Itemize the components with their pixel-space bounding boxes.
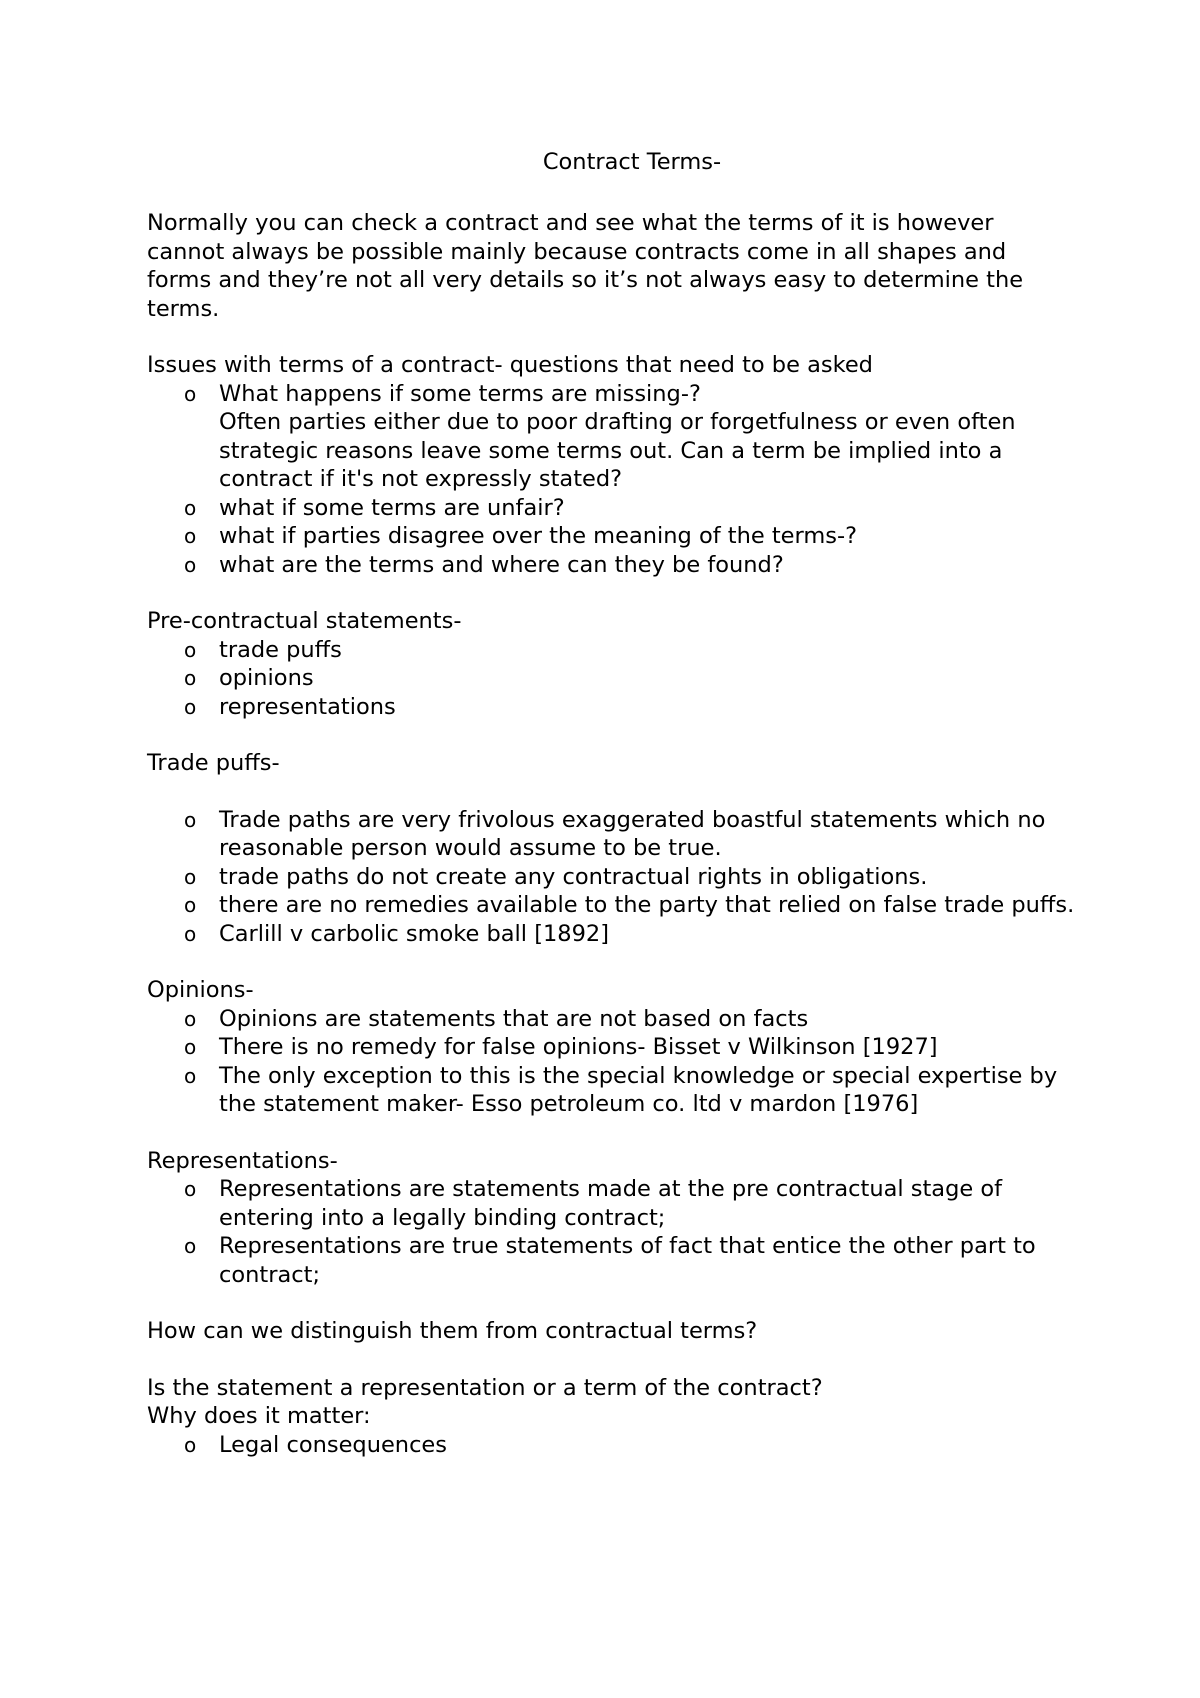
bullet-marker: o xyxy=(184,1006,197,1031)
spacer xyxy=(147,721,1077,749)
spacer xyxy=(147,778,1077,806)
list-item xyxy=(147,1005,1077,1034)
list-item-text: opinions xyxy=(219,665,314,691)
trade-puffs-list xyxy=(147,806,1077,949)
list-item xyxy=(147,494,1077,523)
intro-paragraph: Normally you can check a contract and see what the terms of it is however cannot always be possible mainly because contracts come in all shapes and forms and they’re not all very details so it’s not always easy to determine the terms. xyxy=(147,210,1024,322)
issues-list xyxy=(147,380,1077,580)
list-item-text: The only exception to this is the special knowledge or special expertise by the statement maker- Esso petroleum co. ltd v mardon [1976] xyxy=(219,1062,1058,1117)
bullet-marker: o xyxy=(184,1177,197,1201)
trade-puffs-heading: Trade puffs- xyxy=(147,750,280,776)
list-item xyxy=(147,380,1077,494)
bullet-marker: o xyxy=(184,1234,197,1258)
bullet-marker: o xyxy=(184,864,197,889)
list-item xyxy=(147,806,1077,863)
document-page xyxy=(147,148,1077,1459)
representations-list xyxy=(147,1175,1077,1289)
list-item-text: There is no remedy for false opinions- Bisset v Wilkinson [1927] xyxy=(219,1034,938,1060)
list-item xyxy=(147,636,1077,665)
spacer xyxy=(147,948,1077,976)
list-item-text: Opinions are statements that are not based on facts xyxy=(219,1005,809,1032)
bullet-marker: o xyxy=(184,552,197,577)
list-item xyxy=(147,551,1077,580)
list-item-note: Often parties either due to poor drafting or forgetfulness or even often strategic reasons leave some terms out. Can a term be implied into a contract if it's not expressly stated? xyxy=(219,409,1016,492)
spacer xyxy=(147,1346,1077,1374)
bullet-marker: o xyxy=(184,893,197,917)
opinions-heading: Opinions- xyxy=(147,977,254,1003)
bullet-marker: o xyxy=(184,921,197,946)
list-item xyxy=(147,664,1077,693)
spacer xyxy=(147,1289,1077,1317)
list-item xyxy=(147,891,1077,920)
list-item-text: what if parties disagree over the meaning of the terms-? xyxy=(219,523,858,549)
list-item-text: Carlill v carbolic smoke ball [1892] xyxy=(219,920,610,947)
list-item-text: trade paths do not create any contractual rights in obligations. xyxy=(219,863,928,890)
bullet-marker: o xyxy=(184,524,197,548)
list-item-text: trade puffs xyxy=(219,636,342,663)
list-item xyxy=(147,1033,1077,1062)
list-item-text: there are no remedies available to the party that relied on false trade puffs. xyxy=(219,892,1075,918)
statement-question: Is the statement a representation or a term of the contract? xyxy=(147,1374,823,1401)
list-item xyxy=(147,920,1077,949)
spacer xyxy=(147,579,1077,607)
why-matter-heading: Why does it matter: xyxy=(147,1403,371,1429)
list-item xyxy=(147,1175,1077,1232)
pre-contractual-heading: Pre-contractual statements- xyxy=(147,608,462,634)
list-item xyxy=(147,1232,1077,1289)
list-item-text: Representations are statements made at the pre contractual stage of entering into a legally binding contract; xyxy=(219,1176,1003,1231)
list-item-text: What happens if some terms are missing-? xyxy=(219,380,701,407)
issues-heading: Issues with terms of a contract- questions that need to be asked xyxy=(147,352,873,378)
list-item-text: Trade paths are very frivolous exaggerated boastful statements which no reasonable person would assume to be true. xyxy=(219,806,1046,861)
list-item-text: representations xyxy=(219,693,396,720)
page-title: Contract Terms- xyxy=(542,149,722,175)
list-item-text: what if some terms are unfair? xyxy=(219,494,565,521)
list-item xyxy=(147,863,1077,892)
pre-contractual-list xyxy=(147,636,1077,722)
list-item-text: Legal consequences xyxy=(219,1431,447,1458)
opinions-list xyxy=(147,1005,1077,1119)
bullet-marker: o xyxy=(184,1035,197,1059)
bullet-marker: o xyxy=(184,666,197,690)
distinguish-question: How can we distinguish them from contractual terms? xyxy=(147,1318,758,1344)
list-item-text: Representations are true statements of fact that entice the other part to contract; xyxy=(219,1233,1036,1288)
list-item xyxy=(147,693,1077,722)
bullet-marker: o xyxy=(184,807,197,832)
list-item-text: what are the terms and where can they be found? xyxy=(219,551,784,578)
bullet-marker: o xyxy=(184,495,197,520)
bullet-marker: o xyxy=(184,694,197,719)
list-item xyxy=(147,1431,1077,1460)
why-matter-list xyxy=(147,1431,1077,1460)
bullet-marker: o xyxy=(184,637,197,662)
spacer xyxy=(147,323,1077,351)
bullet-marker: o xyxy=(184,1063,197,1088)
spacer xyxy=(147,1119,1077,1147)
representations-heading: Representations- xyxy=(147,1147,338,1174)
bullet-marker: o xyxy=(184,1432,197,1457)
list-item xyxy=(147,1062,1077,1119)
list-item xyxy=(147,522,1077,551)
bullet-marker: o xyxy=(184,381,197,406)
